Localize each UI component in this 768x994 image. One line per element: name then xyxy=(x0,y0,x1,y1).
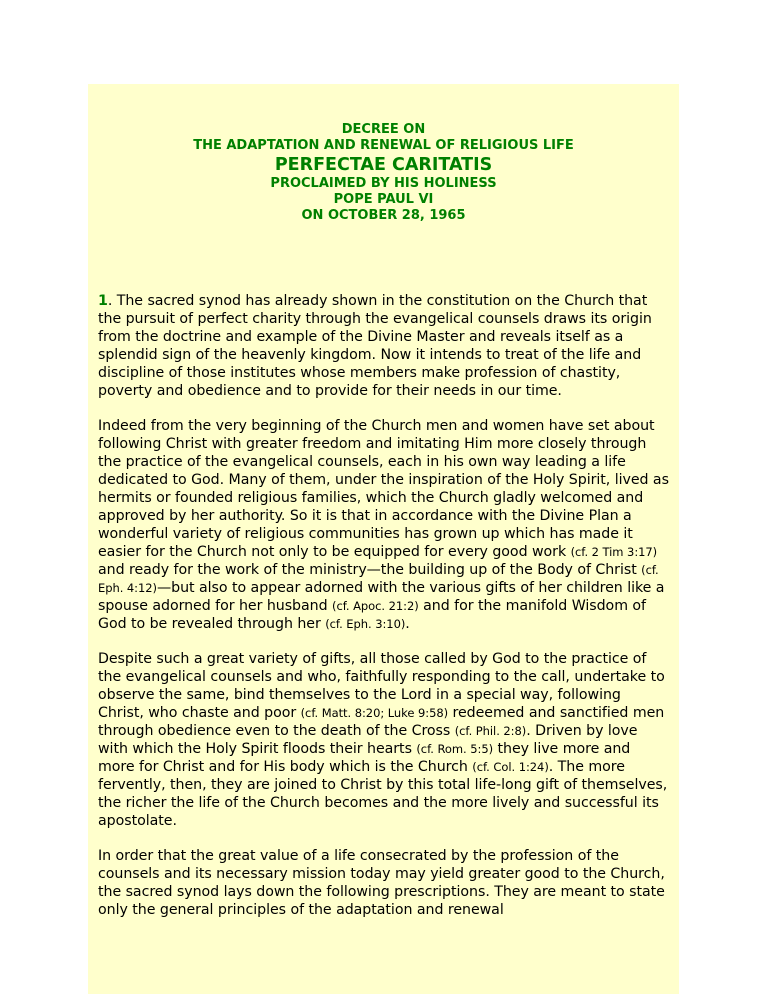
paragraph-1 xyxy=(98,292,669,400)
citation: (cf. Rom. 5:5) xyxy=(416,742,494,756)
header-line-decree: DECREE ON xyxy=(341,122,426,137)
header-spacer xyxy=(98,224,669,292)
paragraph-text: —but also to appear adorned with the various gifts of her children like a spouse adorned for her husband xyxy=(98,580,665,614)
paragraph-4 xyxy=(98,847,669,919)
header-line-date: ON OCTOBER 28, 1965 xyxy=(301,208,466,223)
header-line-proclaimed: PROCLAIMED BY HIS HOLINESS xyxy=(270,176,497,191)
header-line-subject: THE ADAPTATION AND RENEWAL OF RELIGIOUS LIFE xyxy=(193,138,574,153)
document-title: PERFECTAE CARITATIS xyxy=(274,155,493,175)
citation: (cf. Eph. 4:12) xyxy=(98,563,659,595)
paragraph-text: Despite such a great variety of gifts, all those called by God to the practice of the evangelical counsels and who, faithfully responding to the call, undertake to observe the same, bind themselves to the Lord in a special way, following Christ, who chaste and poor xyxy=(98,651,665,721)
citation: (cf. Phil. 2:8) xyxy=(454,724,527,738)
citation: (cf. Eph. 3:10) xyxy=(325,617,406,631)
paragraph-text: they live more and more for Christ and for His body which is the Church xyxy=(98,741,631,775)
citation: (cf. Col. 1:24) xyxy=(472,760,549,774)
header-line-pope: POPE PAUL VI xyxy=(333,192,434,207)
paragraph-text: In order that the great value of a life consecrated by the profession of the counsels and its necessary mission today may yield greater good to the Church, the sacred synod lays down the following prescriptions. They are meant to state only the general principles of the adaptation and renewal xyxy=(98,848,665,918)
paragraph-2 xyxy=(98,417,669,633)
paragraph-text: . xyxy=(405,616,410,632)
paragraph-text: . The more fervently, then, they are joined to Christ by this total life-long gift of themselves, the richer the life of the Church becomes and the more lively and successful its apostolate. xyxy=(98,759,668,829)
paragraph-text: . Driven by love with which the Holy Spirit floods their hearts xyxy=(98,723,638,757)
paragraph-text: . The sacred synod has already shown in the constitution on the Church that the pursuit of perfect charity through the evangelical counsels draws its origin from the doctrine and example of the Divine Master and reveals itself as a splendid sign of the heavenly kingdom. Now it intends to treat of the life and discipline of those institutes whose members make profession of chastity, poverty and obedience and to provide for their needs in our time. xyxy=(98,293,652,399)
document-page xyxy=(88,84,679,994)
citation: (cf. 2 Tim 3:17) xyxy=(570,545,658,559)
paragraph-text: Indeed from the very beginning of the Church men and women have set about following Christ with greater freedom and imitating Him more closely through the practice of the evangelical counsels, each in his own way leading a life dedicated to God. Many of them, under the inspiration of the Holy Spirit, lived as hermits or founded religious families, which the Church gladly welcomed and approved by her authority. So it is that in accordance with the Divine Plan a wonderful variety of religious communities has grown up which has made it easier for the Church not only to be equipped for every good work xyxy=(98,418,669,560)
paragraph-text: redeemed and sanctified men through obedience even to the death of the Cross xyxy=(98,705,665,739)
paragraph-number: 1 xyxy=(98,293,108,309)
paragraph-text: and ready for the work of the ministry—the building up of the Body of Christ xyxy=(98,562,642,578)
paragraph-3 xyxy=(98,650,669,830)
citation: (cf. Apoc. 21:2) xyxy=(332,599,419,613)
document-header xyxy=(98,122,669,224)
citation: (cf. Matt. 8:20; Luke 9:58) xyxy=(300,706,449,720)
paragraph-text: and for the manifold Wisdom of God to be revealed through her xyxy=(98,598,646,632)
